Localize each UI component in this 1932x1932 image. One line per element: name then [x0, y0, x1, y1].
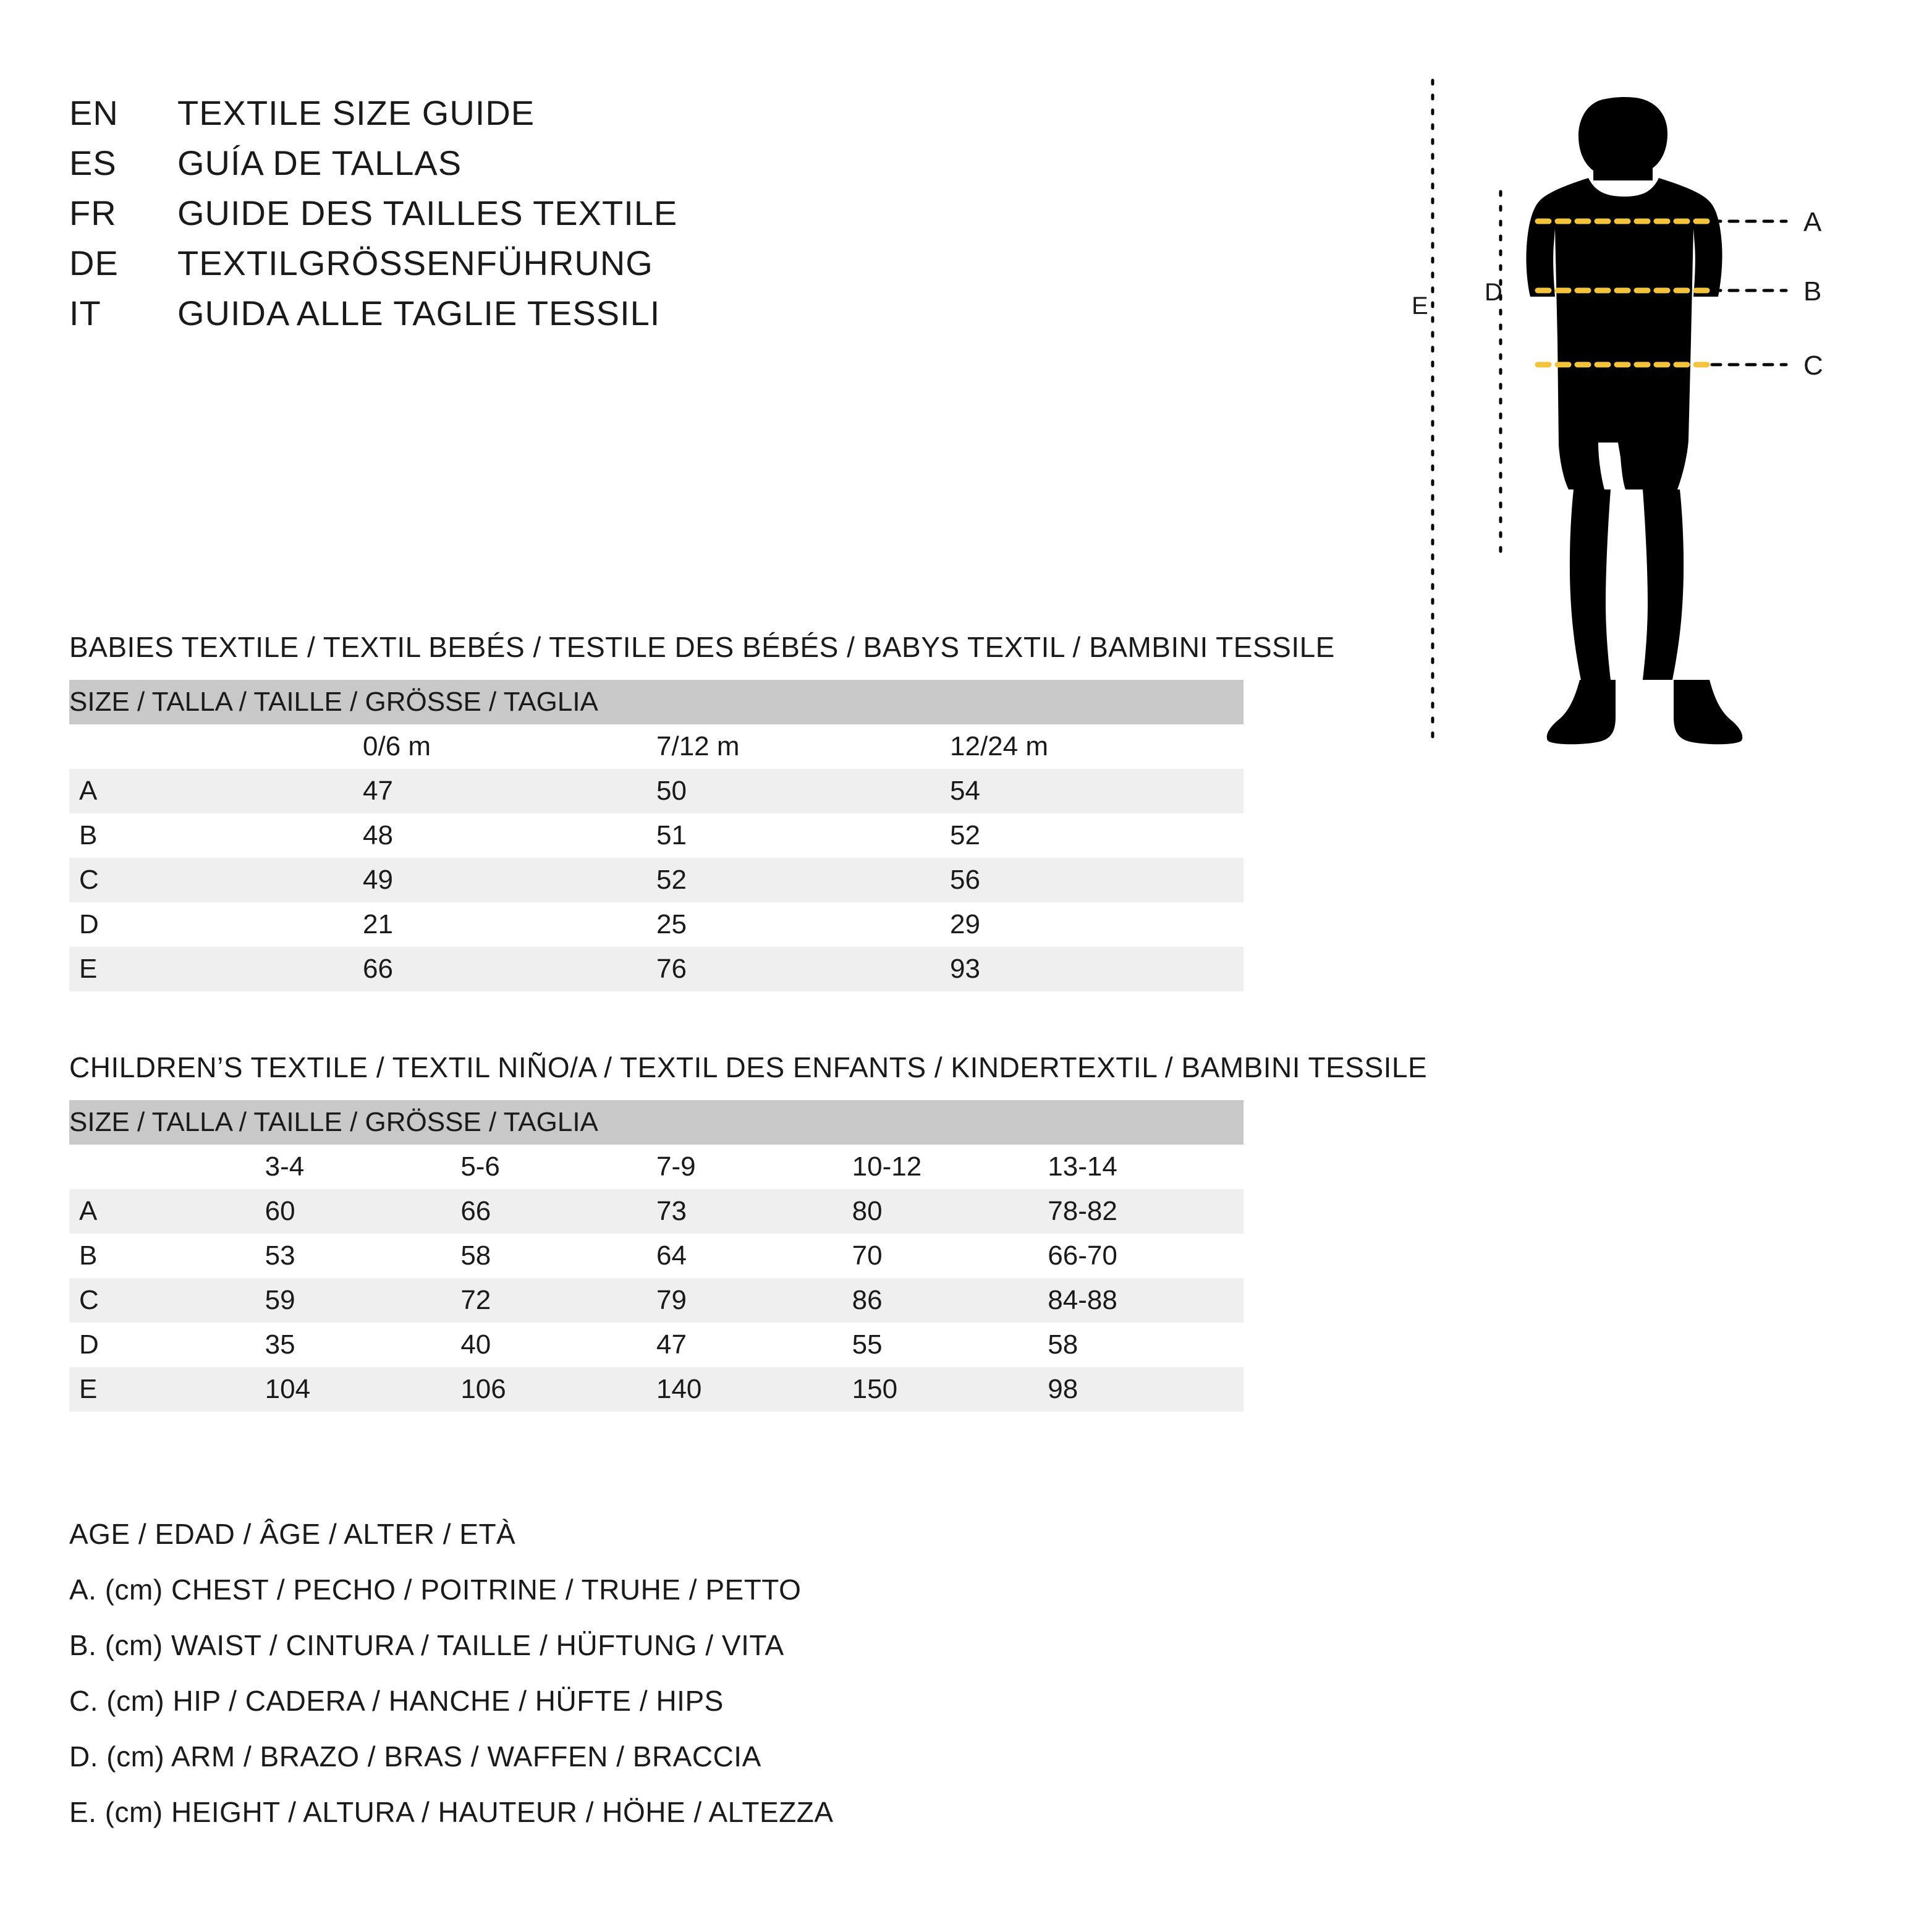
table-row: [69, 769, 1244, 813]
children-table-header-row: [69, 1100, 1244, 1145]
children-row-d-v1: 40: [460, 1323, 656, 1367]
children-size-row: [69, 1145, 1244, 1189]
title-row-it: [69, 293, 1244, 333]
children-row-e-v1: 106: [460, 1367, 656, 1412]
babies-row-b-v1: 51: [656, 813, 950, 858]
child-silhouette: [1526, 97, 1742, 744]
title-text-it: GUIDA ALLE TAGLIE TESSILI: [177, 294, 661, 333]
table-row: [69, 1189, 1244, 1234]
children-row-a-v2: 73: [656, 1189, 852, 1234]
children-row-c-v2: 79: [656, 1278, 852, 1323]
children-row-c-v0: 59: [265, 1278, 461, 1323]
title-text-en: TEXTILE SIZE GUIDE: [177, 93, 535, 132]
babies-row-b-v2: 52: [950, 813, 1244, 858]
legend: [69, 1517, 1429, 1851]
children-row-b-v3: 70: [852, 1234, 1048, 1278]
babies-row-d-v1: 25: [656, 902, 950, 947]
title-lang-es: ES: [69, 143, 117, 182]
children-row-b-v1: 58: [460, 1234, 656, 1278]
legend-line-arm: D. (cm) ARM / BRAZO / BRAS / WAFFEN / BRACCIA: [69, 1740, 761, 1773]
children-row-d-v0: 35: [265, 1323, 461, 1367]
babies-column-0: 0/6 m: [363, 724, 656, 769]
title-row-en: [69, 93, 1244, 133]
children-size-row-label: [69, 1145, 265, 1189]
children-column-4: 13-14: [1048, 1145, 1244, 1189]
table-row: [69, 1367, 1244, 1412]
babies-row-a-v2: 54: [950, 769, 1244, 813]
babies-row-c-v1: 52: [656, 858, 950, 902]
title-text-es: GUÍA DE TALLAS: [177, 143, 462, 182]
children-row-a-v0: 60: [265, 1189, 461, 1234]
children-row-e-v4: 98: [1048, 1367, 1244, 1412]
children-column-0: 3-4: [265, 1145, 461, 1189]
babies-row-d-label: D: [69, 902, 363, 947]
babies-column-2: 12/24 m: [950, 724, 1244, 769]
children-row-d-v4: 58: [1048, 1323, 1244, 1367]
children-row-e-label: E: [69, 1367, 265, 1412]
babies-row-b-v0: 48: [363, 813, 656, 858]
babies-row-d-v0: 21: [363, 902, 656, 947]
children-row-c-v1: 72: [460, 1278, 656, 1323]
babies-row-c-v2: 56: [950, 858, 1244, 902]
legend-line-height: E. (cm) HEIGHT / ALTURA / HAUTEUR / HÖHE / ALTEZZA: [69, 1796, 834, 1828]
babies-row-c-label: C: [69, 858, 363, 902]
title-lang-en: EN: [69, 93, 119, 132]
babies-row-a-v1: 50: [656, 769, 950, 813]
children-row-a-v1: 66: [460, 1189, 656, 1234]
table-row: [69, 902, 1244, 947]
figure-label-d: D: [1485, 279, 1502, 306]
legend-line-hip: C. (cm) HIP / CADERA / HANCHE / HÜFTE / HIPS: [69, 1685, 724, 1717]
children-row-b-v4: 66-70: [1048, 1234, 1244, 1278]
title-text-de: TEXTILGRÖSSENFÜHRUNG: [177, 244, 653, 282]
children-section: [69, 1051, 1454, 1412]
children-row-e-v3: 150: [852, 1367, 1048, 1412]
table-row: [69, 1278, 1244, 1323]
table-row: [69, 858, 1244, 902]
title-block: [69, 93, 1244, 343]
children-row-c-v4: 84-88: [1048, 1278, 1244, 1323]
children-row-c-label: C: [69, 1278, 265, 1323]
children-row-a-v3: 80: [852, 1189, 1048, 1234]
children-row-b-v2: 64: [656, 1234, 852, 1278]
table-row: [69, 1323, 1244, 1367]
legend-line-age: AGE / EDAD / ÂGE / ALTER / ETÀ: [69, 1518, 516, 1550]
table-row: [69, 947, 1244, 991]
title-row-de: [69, 243, 1244, 283]
children-row-a-label: A: [69, 1189, 265, 1234]
title-row-fr: [69, 193, 1244, 233]
babies-section: [69, 630, 1454, 991]
babies-table: [69, 680, 1244, 991]
title-text-fr: GUIDE DES TAILLES TEXTILE: [177, 193, 678, 232]
table-row: [69, 813, 1244, 858]
children-row-d-label: D: [69, 1323, 265, 1367]
measurement-figure: [1403, 74, 1873, 766]
children-row-a-v4: 78-82: [1048, 1189, 1244, 1234]
children-table-header: SIZE / TALLA / TAILLE / GRÖSSE / TAGLIA: [69, 1100, 1244, 1145]
title-row-es: [69, 143, 1244, 183]
babies-size-row-label: [69, 724, 363, 769]
figure-label-b: B: [1803, 276, 1822, 307]
babies-row-d-v2: 29: [950, 902, 1244, 947]
children-column-1: 5-6: [460, 1145, 656, 1189]
babies-table-header: SIZE / TALLA / TAILLE / GRÖSSE / TAGLIA: [69, 680, 1244, 724]
babies-row-e-v2: 93: [950, 947, 1244, 991]
children-table: [69, 1100, 1244, 1412]
children-row-d-v3: 55: [852, 1323, 1048, 1367]
babies-row-a-label: A: [69, 769, 363, 813]
babies-row-e-label: E: [69, 947, 363, 991]
title-lang-de: DE: [69, 244, 119, 282]
legend-line-waist: B. (cm) WAIST / CINTURA / TAILLE / HÜFTUNG / VITA: [69, 1629, 784, 1661]
children-column-2: 7-9: [656, 1145, 852, 1189]
figure-label-c: C: [1803, 350, 1823, 381]
children-row-b-v0: 53: [265, 1234, 461, 1278]
legend-line-chest: A. (cm) CHEST / PECHO / POITRINE / TRUHE / PETTO: [69, 1574, 802, 1606]
title-lang-it: IT: [69, 294, 101, 333]
figure-label-e: E: [1412, 292, 1428, 320]
babies-row-c-v0: 49: [363, 858, 656, 902]
children-row-e-v0: 104: [265, 1367, 461, 1412]
babies-column-1: 7/12 m: [656, 724, 950, 769]
figure-label-a: A: [1803, 207, 1822, 237]
babies-size-row: [69, 724, 1244, 769]
children-row-d-v2: 47: [656, 1323, 852, 1367]
babies-row-e-v1: 76: [656, 947, 950, 991]
babies-table-header-row: [69, 680, 1244, 724]
children-row-b-label: B: [69, 1234, 265, 1278]
babies-heading: BABIES TEXTILE / TEXTIL BEBÉS / TESTILE DES BÉBÉS / BABYS TEXTIL / BAMBINI TESSILE: [69, 631, 1335, 663]
table-row: [69, 1234, 1244, 1278]
babies-row-e-v0: 66: [363, 947, 656, 991]
title-lang-fr: FR: [69, 193, 117, 232]
children-column-3: 10-12: [852, 1145, 1048, 1189]
babies-row-b-label: B: [69, 813, 363, 858]
children-heading: CHILDREN’S TEXTILE / TEXTIL NIÑO/A / TEXTIL DES ENFANTS / KINDERTEXTIL / BAMBINI TESSILE: [69, 1051, 1428, 1083]
babies-row-a-v0: 47: [363, 769, 656, 813]
children-row-c-v3: 86: [852, 1278, 1048, 1323]
children-row-e-v2: 140: [656, 1367, 852, 1412]
